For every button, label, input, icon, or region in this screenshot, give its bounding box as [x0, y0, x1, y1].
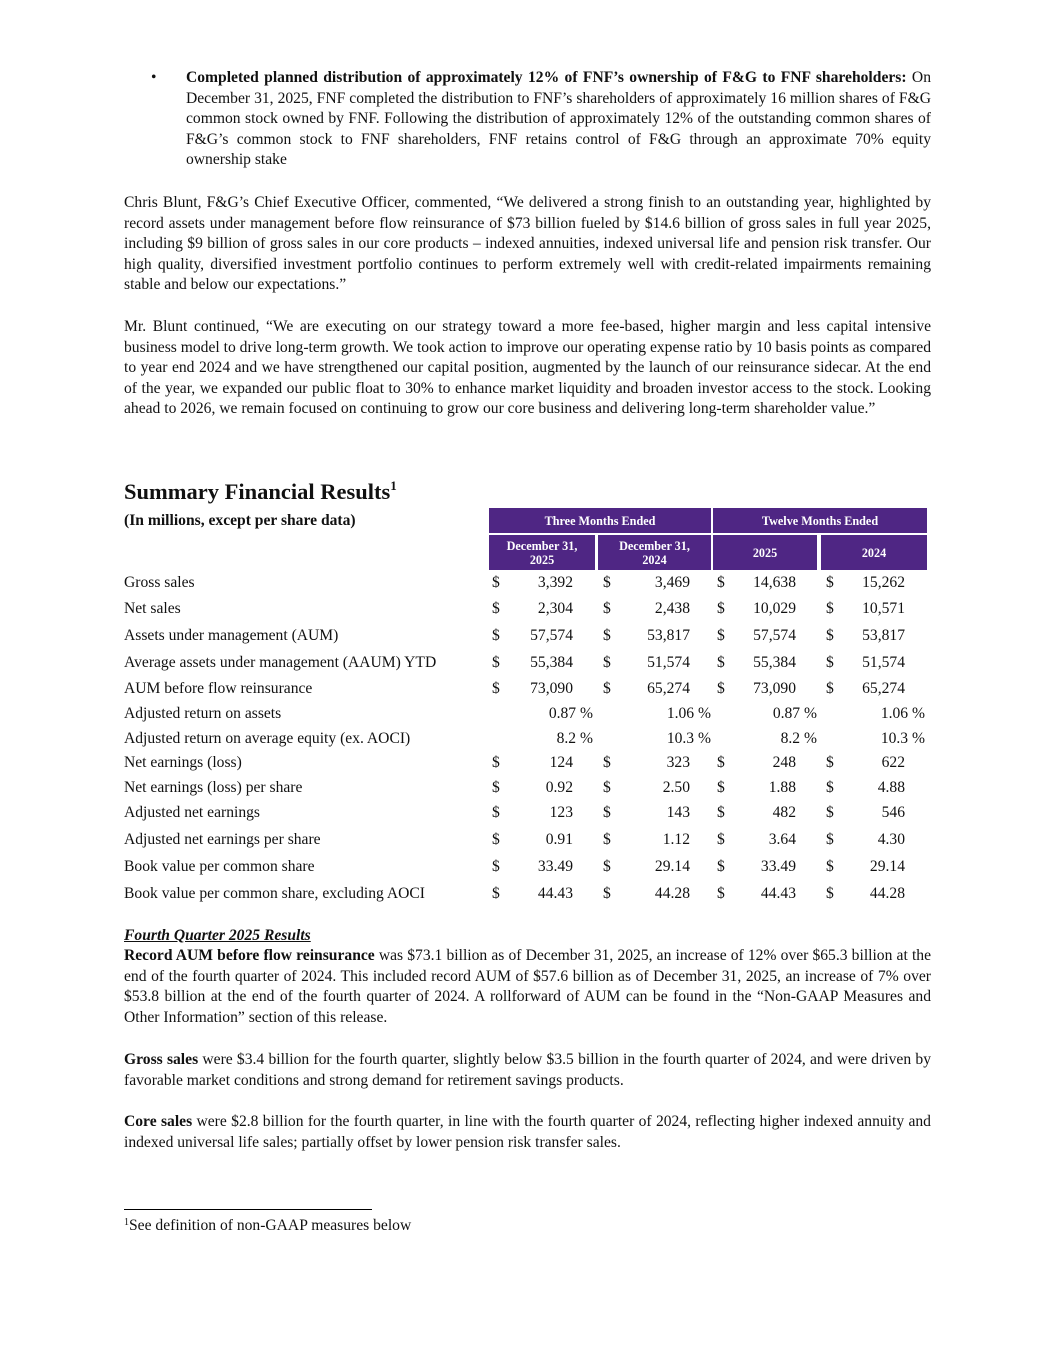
currency-symbol: $	[603, 680, 611, 697]
currency-symbol: $	[603, 858, 611, 875]
currency-symbol: $	[603, 654, 611, 671]
row-label: Adjusted return on average equity (ex. AOCI)	[124, 730, 411, 747]
currency-symbol: $	[826, 885, 834, 902]
currency-symbol: $	[826, 680, 834, 697]
row-label: AUM before flow reinsurance	[124, 680, 313, 697]
gross-sales-body: were $3.4 billion for the fourth quarter, slightly below $3.5 billion in the fourth quarter of 2024, and were driven by favorable market conditions and strong demand for retirement savings products.	[124, 1051, 931, 1089]
col-header-q4-2025: December 31, 2025	[489, 535, 595, 570]
currency-symbol: $	[603, 574, 611, 591]
aum-paragraph-lead: Record AUM before flow reinsurance	[124, 947, 375, 964]
table-cell: 4.30	[877, 831, 905, 848]
table-cell: 57,574	[530, 627, 573, 644]
core-sales-body: were $2.8 billion for the fourth quarter, in line with the fourth quarter of 2024, reflecting higher indexed annuity and indexed universal life sales; partially offset by lower pension risk transfer sales.	[124, 1113, 931, 1151]
currency-symbol: $	[492, 858, 500, 875]
aum-paragraph-body: was $73.1 billion as of December 31, 2025, an increase of 12% over $65.3 billion at the end of the fourth quarter of 2024. This included record AUM of $57.6 billion as of December 31, 2025, an increase of 7% over $53.8 billion at the end of the fourth quarter of 2024. A rollforward of AUM can be found in the “Non-GAAP Measures and Other Information” section of this release.	[124, 947, 931, 1026]
core-sales-lead: Core sales	[124, 1113, 193, 1130]
table-cell: 1.06 %	[666, 705, 711, 722]
table-cell: 65,274	[647, 680, 690, 697]
table-cell: 73,090	[530, 680, 573, 697]
summary-title-footnote-marker: 1	[390, 478, 397, 493]
currency-symbol: $	[826, 654, 834, 671]
table-cell: 29.14	[869, 858, 905, 875]
currency-symbol: $	[717, 627, 725, 644]
row-label: Net sales	[124, 600, 181, 617]
row-label: Net earnings (loss) per share	[124, 779, 303, 796]
table-cell: 8.2 %	[780, 730, 817, 747]
table-cell: 51,574	[647, 654, 690, 671]
q4-results-heading: Fourth Quarter 2025 Results	[124, 927, 311, 944]
bullet-symbol: •	[151, 69, 157, 86]
table-cell: 53,817	[647, 627, 690, 644]
table-cell: 4.88	[877, 779, 905, 796]
table-cell: 124	[549, 754, 573, 771]
bullet-body: On December 31, 2025, FNF completed the distribution to FNF’s shareholders of approximately 16 million shares of F&G common stock owned by FNF. Following the distribution of approximately 12% of the outstanding common shares of F&G’s common stock to FNF shareholders, FNF retains control of F&G through an approximate 70% equity ownership stake	[186, 69, 931, 169]
table-cell: 2.50	[662, 779, 690, 796]
header-three-months: Three Months Ended	[489, 508, 711, 533]
header-twelve-months: Twelve Months Ended	[713, 508, 927, 533]
currency-symbol: $	[717, 574, 725, 591]
table-cell: 482	[772, 804, 796, 821]
table-cell: 1.06 %	[880, 705, 925, 722]
table-cell: 0.87 %	[548, 705, 593, 722]
currency-symbol: $	[826, 831, 834, 848]
table-cell: 3,469	[654, 574, 690, 591]
summary-title: Summary Financial Results$^1$	[124, 478, 397, 504]
bullet-lead: Completed planned distribution of approximately 12% of FNF’s ownership of F&G to FNF shareholders:	[186, 69, 907, 86]
row-label: Gross sales	[124, 574, 195, 591]
table-cell: 123	[549, 804, 573, 821]
table-cell: 0.87 %	[772, 705, 817, 722]
col-header-fy-2024: 2024	[821, 535, 927, 570]
currency-symbol: $	[717, 779, 725, 796]
bullet-text	[186, 68, 931, 171]
row-label: Adjusted return on assets	[124, 705, 282, 722]
row-label: Adjusted net earnings per share	[124, 831, 321, 848]
table-cell: 29.14	[654, 858, 690, 875]
currency-symbol: $	[492, 754, 500, 771]
col-header-q4-2024: December 31, 2024	[598, 535, 711, 570]
table-cell: 622	[881, 754, 905, 771]
table-cell: 44.28	[869, 885, 905, 902]
core-sales-paragraph	[124, 1112, 931, 1153]
table-cell: 14,638	[753, 574, 796, 591]
currency-symbol: $	[826, 858, 834, 875]
gross-sales-lead: Gross sales	[124, 1051, 199, 1068]
currency-symbol: $	[492, 600, 500, 617]
table-cell: 44.43	[537, 885, 573, 902]
currency-symbol: $	[492, 885, 500, 902]
row-label: Net earnings (loss)	[124, 754, 242, 771]
currency-symbol: $	[603, 754, 611, 771]
currency-symbol: $	[492, 654, 500, 671]
currency-symbol: $	[826, 779, 834, 796]
row-label: Assets under management (AUM)	[124, 627, 339, 644]
table-cell: 33.49	[760, 858, 796, 875]
currency-symbol: $	[826, 574, 834, 591]
table-cell: 10,029	[753, 600, 796, 617]
currency-symbol: $	[717, 885, 725, 902]
footnote-text: See definition of non-GAAP measures below	[129, 1217, 412, 1234]
currency-symbol: $	[717, 680, 725, 697]
row-label: Book value per common share, excluding AOCI	[124, 885, 425, 902]
currency-symbol: $	[603, 627, 611, 644]
aum-paragraph	[124, 946, 931, 1028]
currency-symbol: $	[492, 680, 500, 697]
currency-symbol: $	[826, 600, 834, 617]
footnote-divider	[124, 1209, 372, 1210]
currency-symbol: $	[603, 600, 611, 617]
currency-symbol: $	[492, 804, 500, 821]
row-label: Adjusted net earnings	[124, 804, 260, 821]
ceo-continued-paragraph: Mr. Blunt continued, “We are executing on our strategy toward a more fee-based, higher margin and less capital intensive business model to drive long-term growth. We took action to improve our operating expense ratio by 10 basis points as compared to year end 2024 and we have strengthened our capital position, augmented by the launch of our reinsurance sidecar. At the end of the year, we expanded our public float to 30% to enhance market liquidity and broaden investor access to the stock. Looking ahead to 2026, we remain focused on continuing to grow our core business and delivering long-term shareholder value.”	[124, 318, 931, 418]
table-cell: 10,571	[862, 600, 905, 617]
table-cell: 10.3 %	[880, 730, 925, 747]
footnote	[124, 1217, 411, 1235]
footnote-marker: 1	[124, 1217, 129, 1228]
currency-symbol: $	[717, 831, 725, 848]
currency-symbol: $	[603, 885, 611, 902]
currency-symbol: $	[717, 754, 725, 771]
table-cell: 44.43	[760, 885, 796, 902]
table-cell: 0.92	[545, 779, 573, 796]
table-cell: 8.2 %	[556, 730, 593, 747]
table-cell: 1.12	[662, 831, 690, 848]
currency-symbol: $	[826, 627, 834, 644]
table-cell: 248	[772, 754, 796, 771]
table-cell: 33.49	[537, 858, 573, 875]
table-cell: 10.3 %	[666, 730, 711, 747]
table-cell: 55,384	[530, 654, 573, 671]
currency-symbol: $	[717, 600, 725, 617]
table-cell: 15,262	[862, 574, 905, 591]
table-cell: 3,392	[537, 574, 573, 591]
currency-symbol: $	[492, 831, 500, 848]
currency-symbol: $	[603, 831, 611, 848]
table-cell: 323	[666, 754, 690, 771]
table-cell: 2,304	[537, 600, 573, 617]
currency-symbol: $	[492, 779, 500, 796]
table-cell: 2,438	[654, 600, 690, 617]
table-cell: 57,574	[753, 627, 796, 644]
col-header-fy-2025: 2025	[713, 535, 817, 570]
table-cell: 0.91	[545, 831, 573, 848]
table-cell: 3.64	[768, 831, 796, 848]
gross-sales-paragraph	[124, 1050, 931, 1091]
currency-symbol: $	[717, 858, 725, 875]
currency-symbol: $	[826, 804, 834, 821]
currency-symbol: $	[717, 804, 725, 821]
currency-symbol: $	[492, 574, 500, 591]
row-label: Book value per common share	[124, 858, 315, 875]
currency-symbol: $	[826, 754, 834, 771]
table-cell: 55,384	[753, 654, 796, 671]
table-cell: 143	[666, 804, 690, 821]
ceo-quote-paragraph: Chris Blunt, F&G’s Chief Executive Officer, commented, “We delivered a strong finish to an outstanding year, highlighted by record assets under management before flow reinsurance of $73 billion fueled by $14.6 billion of gross sales in full year 2025, including $9 billion of gross sales in our core products – indexed annuities, indexed universal life and pension risk transfer. Our high quality, diversified investment portfolio continues to perform extremely well with credit-related impairments remaining stable and below our expectations.”	[124, 194, 931, 294]
currency-symbol: $	[492, 627, 500, 644]
table-cell: 65,274	[862, 680, 905, 697]
units-note: (In millions, except per share data)	[124, 512, 356, 529]
row-label: Average assets under management (AAUM) YTD	[124, 654, 437, 671]
table-cell: 73,090	[753, 680, 796, 697]
table-cell: 44.28	[654, 885, 690, 902]
table-cell: 546	[881, 804, 905, 821]
table-cell: 51,574	[862, 654, 905, 671]
table-cell: 53,817	[862, 627, 905, 644]
currency-symbol: $	[603, 804, 611, 821]
currency-symbol: $	[603, 779, 611, 796]
currency-symbol: $	[717, 654, 725, 671]
table-cell: 1.88	[768, 779, 796, 796]
